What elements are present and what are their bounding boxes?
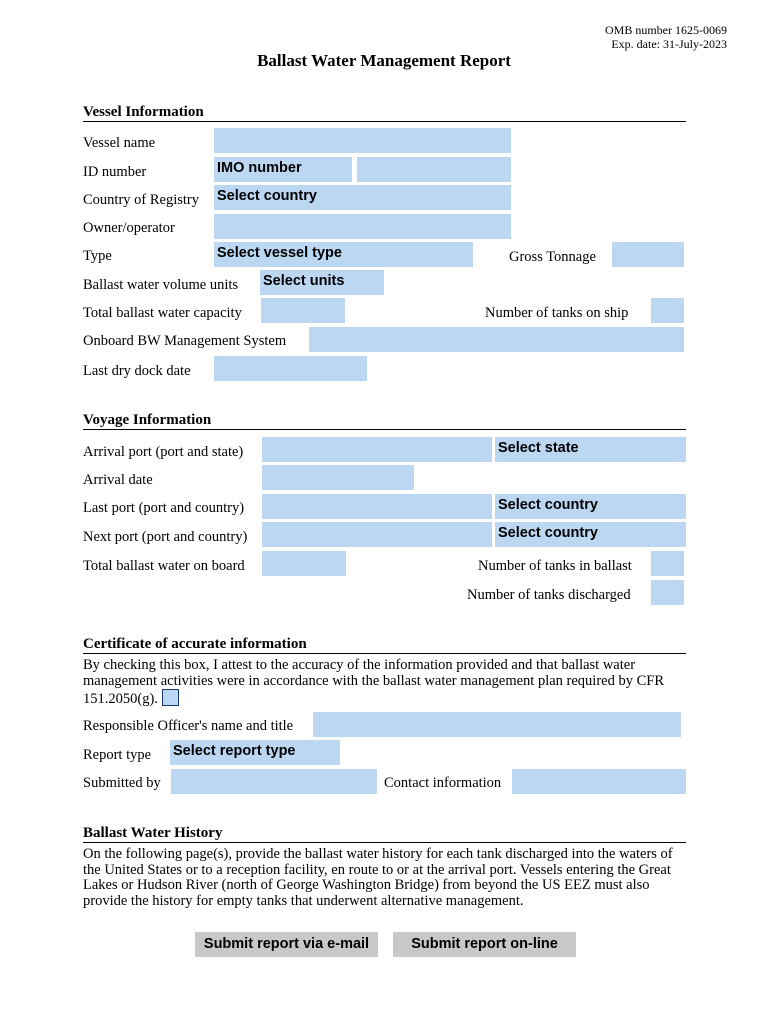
page-title: Ballast Water Management Report (257, 51, 511, 70)
vessel-name-label: Vessel name (83, 135, 156, 151)
gross-tonnage-label: Gross Tonnage (509, 249, 596, 265)
total-ballast-on-board-label: Total ballast water on board (83, 558, 245, 574)
certificate-heading: Certificate of accurate information (83, 636, 686, 654)
id-number-field[interactable] (357, 157, 511, 182)
responsible-officer-label: Responsible Officer's name and title (83, 718, 294, 734)
arrival-port-label: Arrival port (port and state) (83, 444, 244, 460)
arrival-state-select-value: Select state (498, 440, 579, 456)
total-capacity-field[interactable] (261, 298, 345, 323)
total-capacity-label: Total ballast water capacity (83, 305, 242, 321)
id-number-label: ID number (83, 164, 147, 180)
country-of-registry-select[interactable] (214, 185, 511, 210)
report-type-label: Report type (83, 747, 152, 763)
arrival-state-select[interactable] (495, 437, 686, 462)
imo-number-placeholder: IMO number (217, 160, 302, 176)
last-port-field[interactable] (262, 494, 492, 519)
vessel-type-select[interactable] (214, 242, 473, 267)
tanks-on-ship-field[interactable] (651, 298, 684, 323)
submit-online-button[interactable]: Submit report on-line (393, 932, 576, 957)
submit-email-button[interactable]: Submit report via e-mail (195, 932, 378, 957)
owner-operator-label: Owner/operator (83, 220, 175, 236)
country-of-registry-label: Country of Registry (83, 192, 199, 208)
tanks-on-ship-label: Number of tanks on ship (485, 305, 629, 321)
last-country-select[interactable] (495, 494, 686, 519)
tanks-in-ballast-field[interactable] (651, 551, 684, 576)
voyage-information-heading: Voyage Information (83, 412, 686, 430)
arrival-date-field[interactable] (262, 465, 414, 490)
responsible-officer-field[interactable] (313, 712, 681, 737)
ballast-history-heading: Ballast Water History (83, 825, 686, 843)
attest-checkbox[interactable] (162, 689, 179, 706)
tanks-discharged-label: Number of tanks discharged (467, 587, 631, 603)
last-port-label: Last port (port and country) (83, 500, 245, 516)
contact-information-label: Contact information (384, 775, 502, 791)
vessel-name-field[interactable] (214, 128, 511, 153)
country-select-value: Select country (217, 188, 317, 204)
contact-information-field[interactable] (512, 769, 686, 794)
next-port-label: Next port (port and country) (83, 529, 248, 545)
submitted-by-label: Submitted by (83, 775, 161, 791)
tanks-discharged-field[interactable] (651, 580, 684, 605)
vessel-information-heading: Vessel Information (83, 104, 686, 122)
bwms-field[interactable] (309, 327, 684, 352)
certificate-text-block (83, 658, 693, 708)
expiration-date: Exp. date: 31-July-2023 (611, 36, 727, 51)
omb-number: OMB number 1625-0069 (605, 23, 727, 37)
report-type-select-value: Select report type (173, 743, 296, 759)
owner-operator-field[interactable] (214, 214, 511, 239)
ballast-units-select-value: Select units (263, 273, 345, 289)
tanks-in-ballast-label: Number of tanks in ballast (478, 558, 632, 574)
dry-dock-date-field[interactable] (214, 356, 367, 381)
omb-info (605, 24, 727, 51)
certificate-text: By checking this box, I attest to the accuracy of the information provided and that ballast water management activities were in accordance with the ballast water management plan required by CFR 151.2050(g). (83, 657, 664, 707)
next-country-select[interactable] (495, 522, 686, 547)
ballast-units-select[interactable] (260, 270, 384, 295)
report-type-select[interactable] (170, 740, 340, 765)
arrival-port-field[interactable] (262, 437, 492, 462)
gross-tonnage-field[interactable] (612, 242, 684, 267)
next-port-field[interactable] (262, 522, 492, 547)
vessel-type-select-value: Select vessel type (217, 245, 342, 261)
next-country-select-value: Select country (498, 525, 598, 541)
total-ballast-on-board-field[interactable] (262, 551, 346, 576)
arrival-date-label: Arrival date (83, 472, 153, 488)
bwms-label: Onboard BW Management System (83, 333, 287, 349)
imo-number-field[interactable] (214, 157, 352, 182)
ballast-units-label: Ballast water volume units (83, 277, 239, 293)
ballast-history-text: On the following page(s), provide the ballast water history for each tank discharged into the waters of the United States or to a reception facility, en route to or at the arrival port. Vessels entering the Great Lakes or Hudson River (north of George Washington Bridge) from beyond the US EEZ must also provide the history for empty tanks that underwent alternative management. (83, 846, 673, 909)
submitted-by-field[interactable] (171, 769, 377, 794)
last-country-select-value: Select country (498, 497, 598, 513)
dry-dock-label: Last dry dock date (83, 363, 191, 379)
type-label: Type (83, 248, 112, 264)
